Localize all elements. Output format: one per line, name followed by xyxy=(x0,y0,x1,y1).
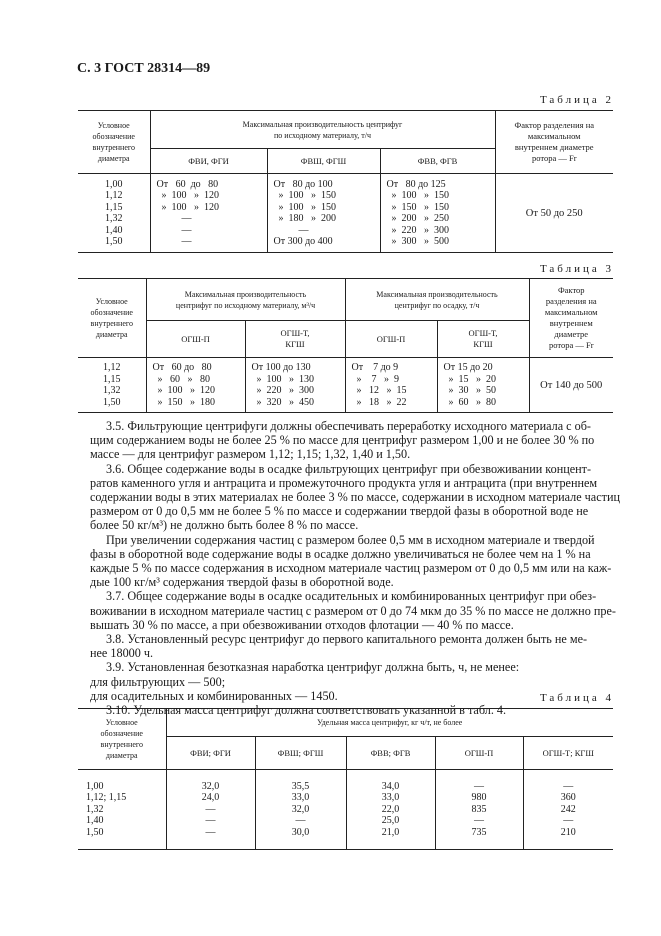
table3-col-ogsh-t-1: От 100 до 130 » 100 » 130 » 220 » 300 » 320 » 450 xyxy=(245,358,345,413)
table4-col-diameter: 1,00 1,12; 1,15 1,32 1,40 1,50 xyxy=(78,770,166,850)
text-line: 3.10. Удельная масса центрифуг должна соответствовать указанной в табл. 4. xyxy=(106,703,507,718)
table3-header-ogsh-p-2: ОГШ-П xyxy=(345,321,437,358)
text-line: 3.5. Фильтрующие центрифуги должны обеспечивать переработку исходного материала с об- xyxy=(106,419,591,433)
table4-col-fvv: 34,0 33,0 22,0 25,0 21,0 xyxy=(346,770,435,850)
table2-col-fvi: От 60 до 80 » 100 » 120 » 100 » 120 — — — xyxy=(150,174,267,253)
table3-col-ogsh-p-2: От 7 до 9 » 7 » 9 » 12 » 15 » 18 » 22 xyxy=(345,358,437,413)
table2-header-fvi: ФВИ, ФГИ xyxy=(150,149,267,174)
table3 xyxy=(78,278,613,413)
table4 xyxy=(78,708,613,850)
table4-header-specific-mass: Удельная масса центрифуг, кг ч/т, не более xyxy=(166,709,613,737)
table3-header-ogsh-p-1: ОГШ-П xyxy=(146,321,245,358)
text-line: 3.7. Общее содержание воды в осадке осадительных и комбинированных центрифуг при обез- xyxy=(106,589,597,604)
table4-header-ogsh-p: ОГШ-П xyxy=(435,737,523,770)
table4-header-fvi: ФВИ; ФГИ xyxy=(166,737,255,770)
text-line: фазы в оборотной воде содержание воды в осадке должно увеличиваться не более чем на 1 % на xyxy=(90,546,591,561)
table2-col-fvsh: От 80 до 100 » 100 » 150 » 100 » 150 » 180 » 200 — От 300 до 400 xyxy=(267,174,380,253)
text-line: дые 100 кг/м³ содержания твердой фазы в оборотной воде. xyxy=(90,575,394,590)
table3-header-ogsh-t-2: ОГШ-Т, КГШ xyxy=(437,321,529,358)
table4-header-fvsh: ФВШ; ФГШ xyxy=(255,737,346,770)
table3-header-ogsh-t-1: ОГШ-Т, КГШ xyxy=(245,321,345,358)
page-header: С. 3 ГОСТ 28314—89 xyxy=(77,61,211,76)
text-line: При увеличении содержания частиц с размером более 0,5 мм в исходном материале и твердой xyxy=(106,532,595,547)
table2 xyxy=(78,110,613,253)
table3-header-productivity-input: Максимальная производительность центрифуг по исходному материалу, м³/ч xyxy=(146,279,345,321)
table2-col-diameter: 1,00 1,12 1,15 1,32 1,40 1,50 xyxy=(78,174,150,253)
table4-col-fvsh: 35,5 33,0 32,0 — 30,0 xyxy=(255,770,346,850)
text-line: ратов каменного угля и антрацита и промежуточного продукта угля и антрацита (при внутреннем xyxy=(90,475,598,490)
text-line: для фильтрующих — 500; xyxy=(90,674,226,689)
table2-header-fvsh: ФВШ, ФГШ xyxy=(267,149,380,174)
text-line: содержании воды в этих материалах не более 3 % по массе, содержании в исходном материале частиц xyxy=(90,490,620,505)
table4-header-ogsh-t: ОГШ-Т; КГШ xyxy=(523,737,613,770)
table2-caption: Таблица 2 xyxy=(539,94,614,106)
text-line: 3.8. Установленный ресурс центрифуг до первого капитального ремонта должен быть не ме- xyxy=(106,632,588,647)
table4-col-ogsh-p: — 980 835 — 735 xyxy=(435,770,523,850)
table4-col-fvi: 32,0 24,0 — — — xyxy=(166,770,255,850)
text-line: вышать 30 % по массе, а при обезвоживании отходов флотации — 40 % по массе. xyxy=(90,617,514,632)
table2-header-productivity: Максимальная производительность центрифуг по исходному материалу, т/ч xyxy=(150,111,495,149)
text-line: более 50 кг/м³) не должно быть более 8 % по массе. xyxy=(90,518,359,533)
text-line: для осадительных и комбинированных — 1450. xyxy=(90,688,338,703)
table2-header-factor: Фактор разделения на максимальном внутреннем диаметре ротора — Fr xyxy=(495,111,613,174)
text-line: размером от 0 до 0,5 мм не более 5 % по массе и содержании твердой фазы в оборотной воде не xyxy=(90,504,589,519)
table3-factor-value: От 140 до 500 xyxy=(529,358,613,413)
table3-caption: Таблица 3 xyxy=(539,263,614,275)
table4-header-diameter: Условное обозначение внутреннего диаметра xyxy=(78,709,166,770)
text-line: массе — для центрифуг размером 1,12; 1,15; 1,32, 1,40 и 1,50. xyxy=(90,447,411,462)
table2-col-fvv: От 80 до 125 » 100 » 150 » 150 » 150 » 200 » 250 » 220 » 300 » 300 » 500 xyxy=(380,174,495,253)
table3-col-ogsh-t-2: От 15 до 20 » 15 » 20 » 30 » 50 » 60 » 80 xyxy=(437,358,529,413)
table3-header-factor: Фактор разделения на максимальном внутреннем диаметре ротора — Fr xyxy=(529,279,613,358)
table3-header-productivity-sediment: Максимальная производительность центрифуг по осадку, т/ч xyxy=(345,279,529,321)
text-line: щим содержанием воды не более 25 % по массе для центрифуг размером 1,00 и не более 30 % по xyxy=(90,433,595,448)
text-line: 3.9. Установленная безотказная наработка центрифуг должна быть, ч, не менее: xyxy=(106,660,520,675)
table4-header-fvv: ФВВ; ФГВ xyxy=(346,737,435,770)
table3-col-ogsh-p-1: От 60 до 80 » 60 » 80 » 100 » 120 » 150 » 180 xyxy=(146,358,245,413)
text-line: воживании в исходном материале частиц с размером от 0 до 74 мкм до 35 % по массе не должно пре- xyxy=(90,603,616,618)
table2-header-fvv: ФВВ, ФГВ xyxy=(380,149,495,174)
table4-col-ogsh-t: — 360 242 — 210 xyxy=(523,770,613,850)
table2-factor-value: От 50 до 250 xyxy=(495,174,613,253)
table2-header-diameter: Условное обозначение внутреннего диаметра xyxy=(78,111,150,174)
table3-header-diameter: Условное обозначение внутреннего диаметра xyxy=(78,279,146,358)
text-line: нее 18000 ч. xyxy=(90,646,154,661)
text-line: 3.6. Общее содержание воды в осадке фильтрующих центрифуг при обезвоживании концент- xyxy=(106,461,592,476)
text-line: каждые 5 % по массе содержания в исходном материале частиц размером от 0 до 0,5 мм или на каж- xyxy=(90,561,612,576)
body-text xyxy=(90,419,620,718)
table4-caption: Таблица 4 xyxy=(539,692,614,704)
table3-col-diameter: 1,12 1,15 1,32 1,50 xyxy=(78,358,146,413)
